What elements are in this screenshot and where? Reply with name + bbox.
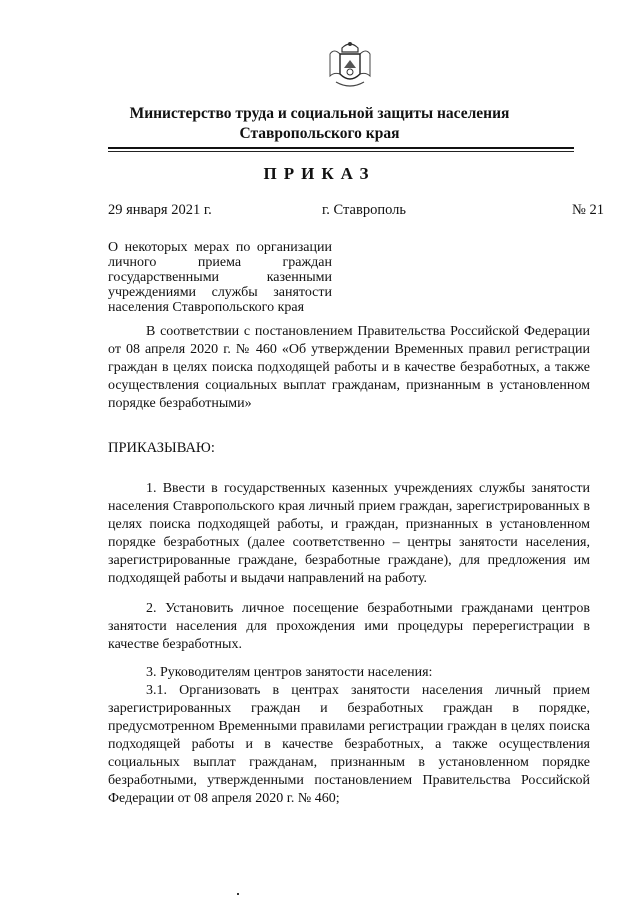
ministry-name-line1: Министерство труда и социальной защиты населения	[129, 105, 510, 122]
header-rule-thick	[108, 147, 574, 149]
coat-of-arms-emblem	[328, 38, 372, 90]
order-word: ПРИКАЗЫВАЮ:	[108, 440, 215, 456]
document-date: 29 января 2021 г.	[108, 202, 212, 218]
order-item-3-1: 3.1. Организовать в центрах занятости населения личный прием зарегистрированных граждан и безработных граждан в порядке, предусмотренном Временными правилами регистрации граждан в целях поиска подходящей работы и в качестве безработных, а также осуществления социальных выплат гражданам, признанным в установленном порядке безработными, утвержденными постановлением Правительства Российской Федерации от 08 апреля 2020 г. № 460;	[108, 683, 590, 806]
header-rule-thin	[108, 151, 574, 152]
ministry-name-line2: Ставропольского края	[239, 125, 400, 142]
page-mark	[237, 893, 239, 895]
document-number: № 21	[572, 202, 604, 218]
document-title: ПРИКАЗ	[263, 164, 376, 183]
order-item-2: 2. Установить личное посещение безработными гражданами центров занятости населения для прохождения ими процедуры перерегистрации в качестве безработных.	[108, 601, 590, 652]
document-city: г. Ставрополь	[322, 202, 407, 218]
document-subject: О некоторых мерах по организации личного приема граждан государственными казенными учреждениями службы занятости населения Ставропольского края	[108, 240, 332, 315]
order-item-1: 1. Ввести в государственных казенных учреждениях службы занятости населения Ставропольского края личный прием граждан, зарегистрированных в целях поиска подходящей работы, и граждан, признанных в установленном порядке безработных (далее соответственно – центры занятости населения, зарегистрированные граждане, безработные граждане), для предложения им подходящей работы и выдачи направлений на работу.	[108, 481, 590, 586]
intro-paragraph: В соответствии с постановлением Правительства Российской Федерации от 08 апреля 2020 г. № 460 «Об утверждении Временных правил регистрации граждан в целях поиска подходящей работы и в качестве безработных, а также осуществления социальных выплат гражданам, признанным в установленном порядке безработными»	[108, 324, 590, 411]
order-item-3: 3. Руководителям центров занятости населения:	[146, 665, 433, 680]
